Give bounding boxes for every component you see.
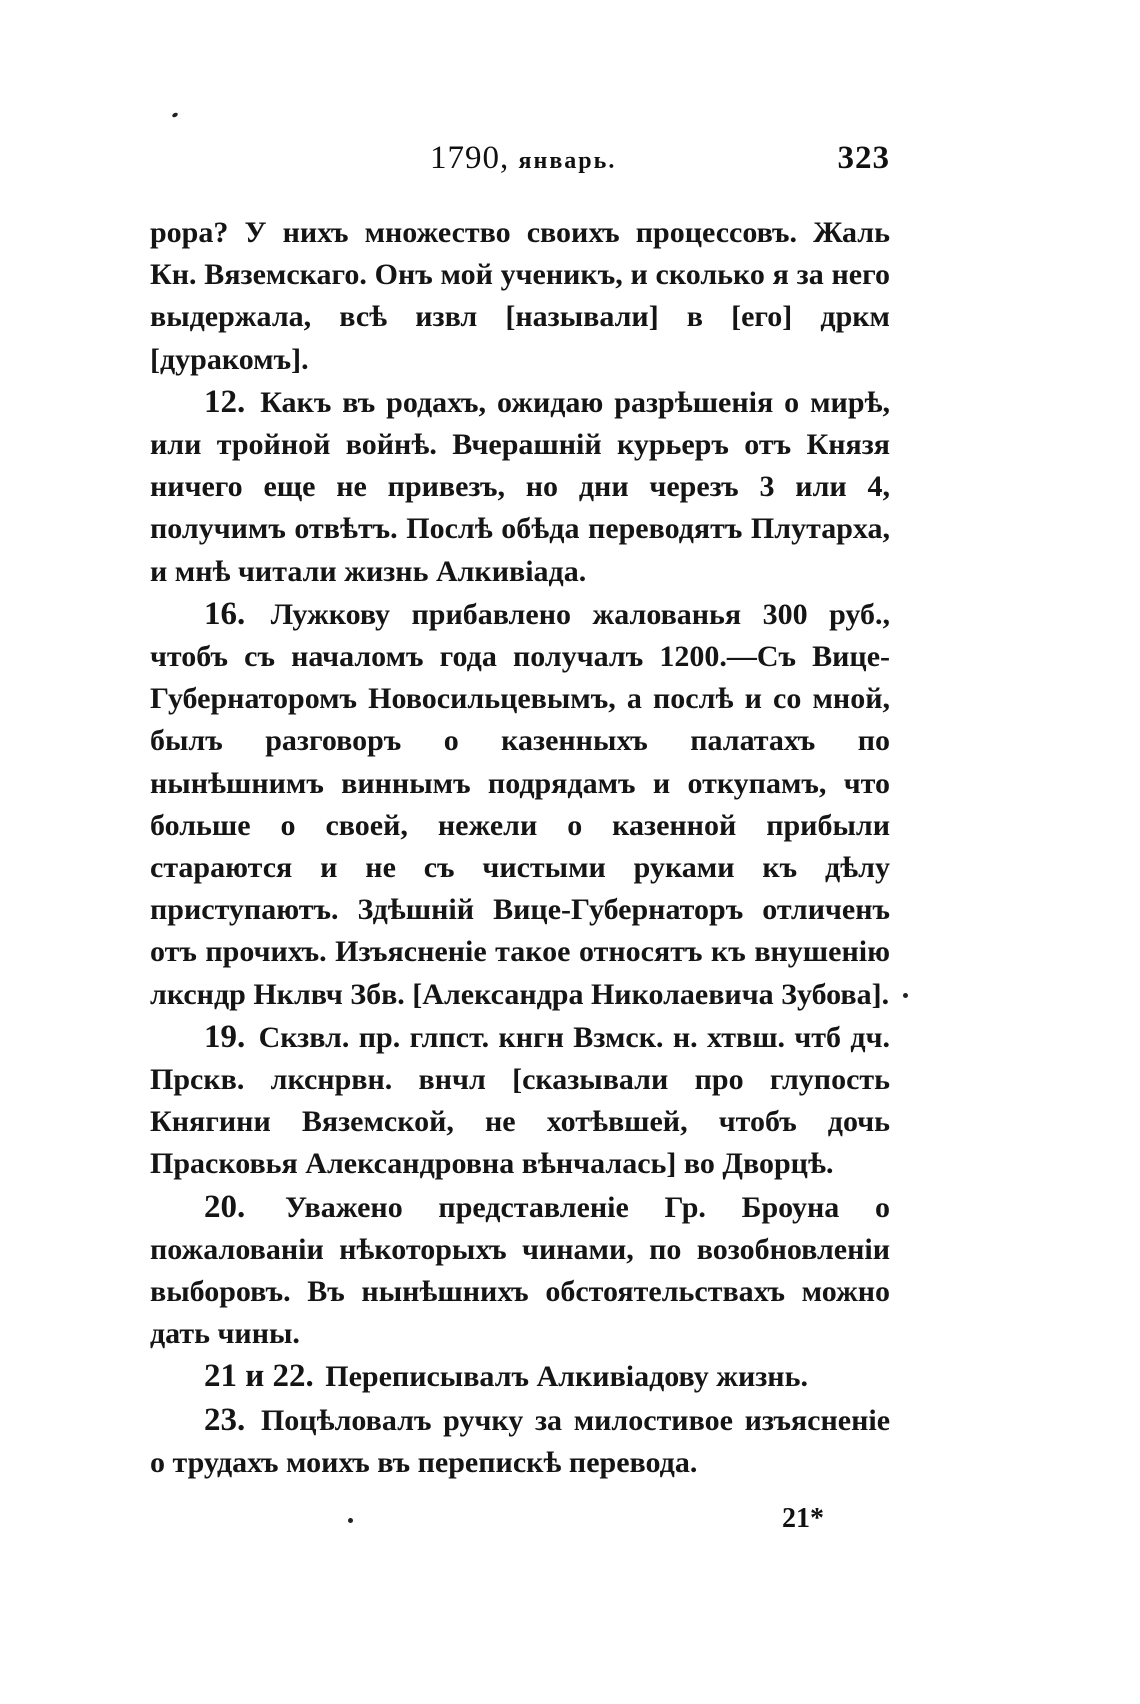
ink-speck — [171, 112, 178, 118]
paragraph — [150, 1399, 890, 1484]
ink-speck — [348, 1518, 353, 1523]
paragraph-text: Какъ въ родахъ, ожидаю разрѣшенія о мирѣ, или тройной войнѣ. Вчерашній курьеръ отъ Князя ничего еще не привезъ, но дни черезъ 3 или 4, получимъ отвѣтъ. Послѣ обѣда переводятъ Плутарха, и мнѣ читали жизнь Алкивіада. — [150, 385, 891, 588]
header-title — [430, 140, 616, 177]
paragraph — [150, 593, 890, 1016]
entry-date: 23. — [204, 1401, 246, 1438]
paragraph-text: Уважено представленіе Гр. Броуна о пожалованіи нѣкоторыхъ чинами, по возобновленіи выборовъ. Въ нынѣшнихъ обстоятельствахъ можно дать чины. — [150, 1190, 891, 1351]
paragraph — [150, 381, 890, 593]
ink-speck — [903, 993, 908, 998]
paragraph-text: Скзвл. пр. глпст. кнгн Взмск. н. хтвш. чтб дч. Прскв. лкснрвн. внчл [сказывали про глупость Княгини Вяземской, не хотѣвшей, чтобъ дочь Прасковья Александровна вѣнчалась] во Дворцѣ. — [150, 1020, 891, 1181]
paragraph-text: Лужкову прибавлено жалованья 300 руб., чтобъ съ началомъ года получалъ 1200.—Съ Вице-Губернаторомъ Новосильцевымъ, а послѣ и со мной, былъ разговоръ о казенныхъ палатахъ по нынѣшнимъ виннымъ подрядамъ и откупамъ, что больше о своей, нежели о казенной прибыли стараются и не съ чистыми руками къ дѣлу приступаютъ. Здѣшній Вице-Губернаторъ отличенъ отъ прочихъ. Изъясненіе такое относятъ къ внушенію лксндр Нклвч Збв. [Александра Николаевича Зубова]. — [150, 597, 890, 1011]
header-year: 1790, — [430, 140, 510, 176]
entry-date: 12. — [204, 383, 246, 420]
paragraph — [150, 1016, 890, 1186]
entry-date: 16. — [204, 595, 246, 632]
paragraph-text: Поцѣловалъ ручку за милостивое изъясненіе о трудахъ моихъ въ перепискѣ перевода. — [150, 1403, 891, 1479]
paragraph — [150, 1355, 890, 1398]
signature-mark: 21* — [782, 1503, 824, 1534]
paragraph-text: Переписывалъ Алкивіадову жизнь. — [325, 1360, 808, 1394]
page-number: 323 — [837, 140, 890, 176]
entry-date: 19. — [204, 1018, 246, 1055]
paragraph — [150, 212, 890, 381]
paragraph-text: рора? У нихъ множество своихъ процессовъ. Жаль Кн. Вяземскаго. Онъ мой ученикъ, и сколько я за него выдержала, всѣ извл [называли] в [его] дркм [дуракомъ]. — [150, 216, 890, 376]
entry-date: 21 и 22. — [204, 1358, 314, 1395]
entry-date: 20. — [204, 1188, 246, 1225]
running-header — [150, 140, 890, 190]
header-month: январь. — [518, 148, 617, 174]
body-text — [150, 212, 890, 1484]
paragraph — [150, 1186, 890, 1356]
